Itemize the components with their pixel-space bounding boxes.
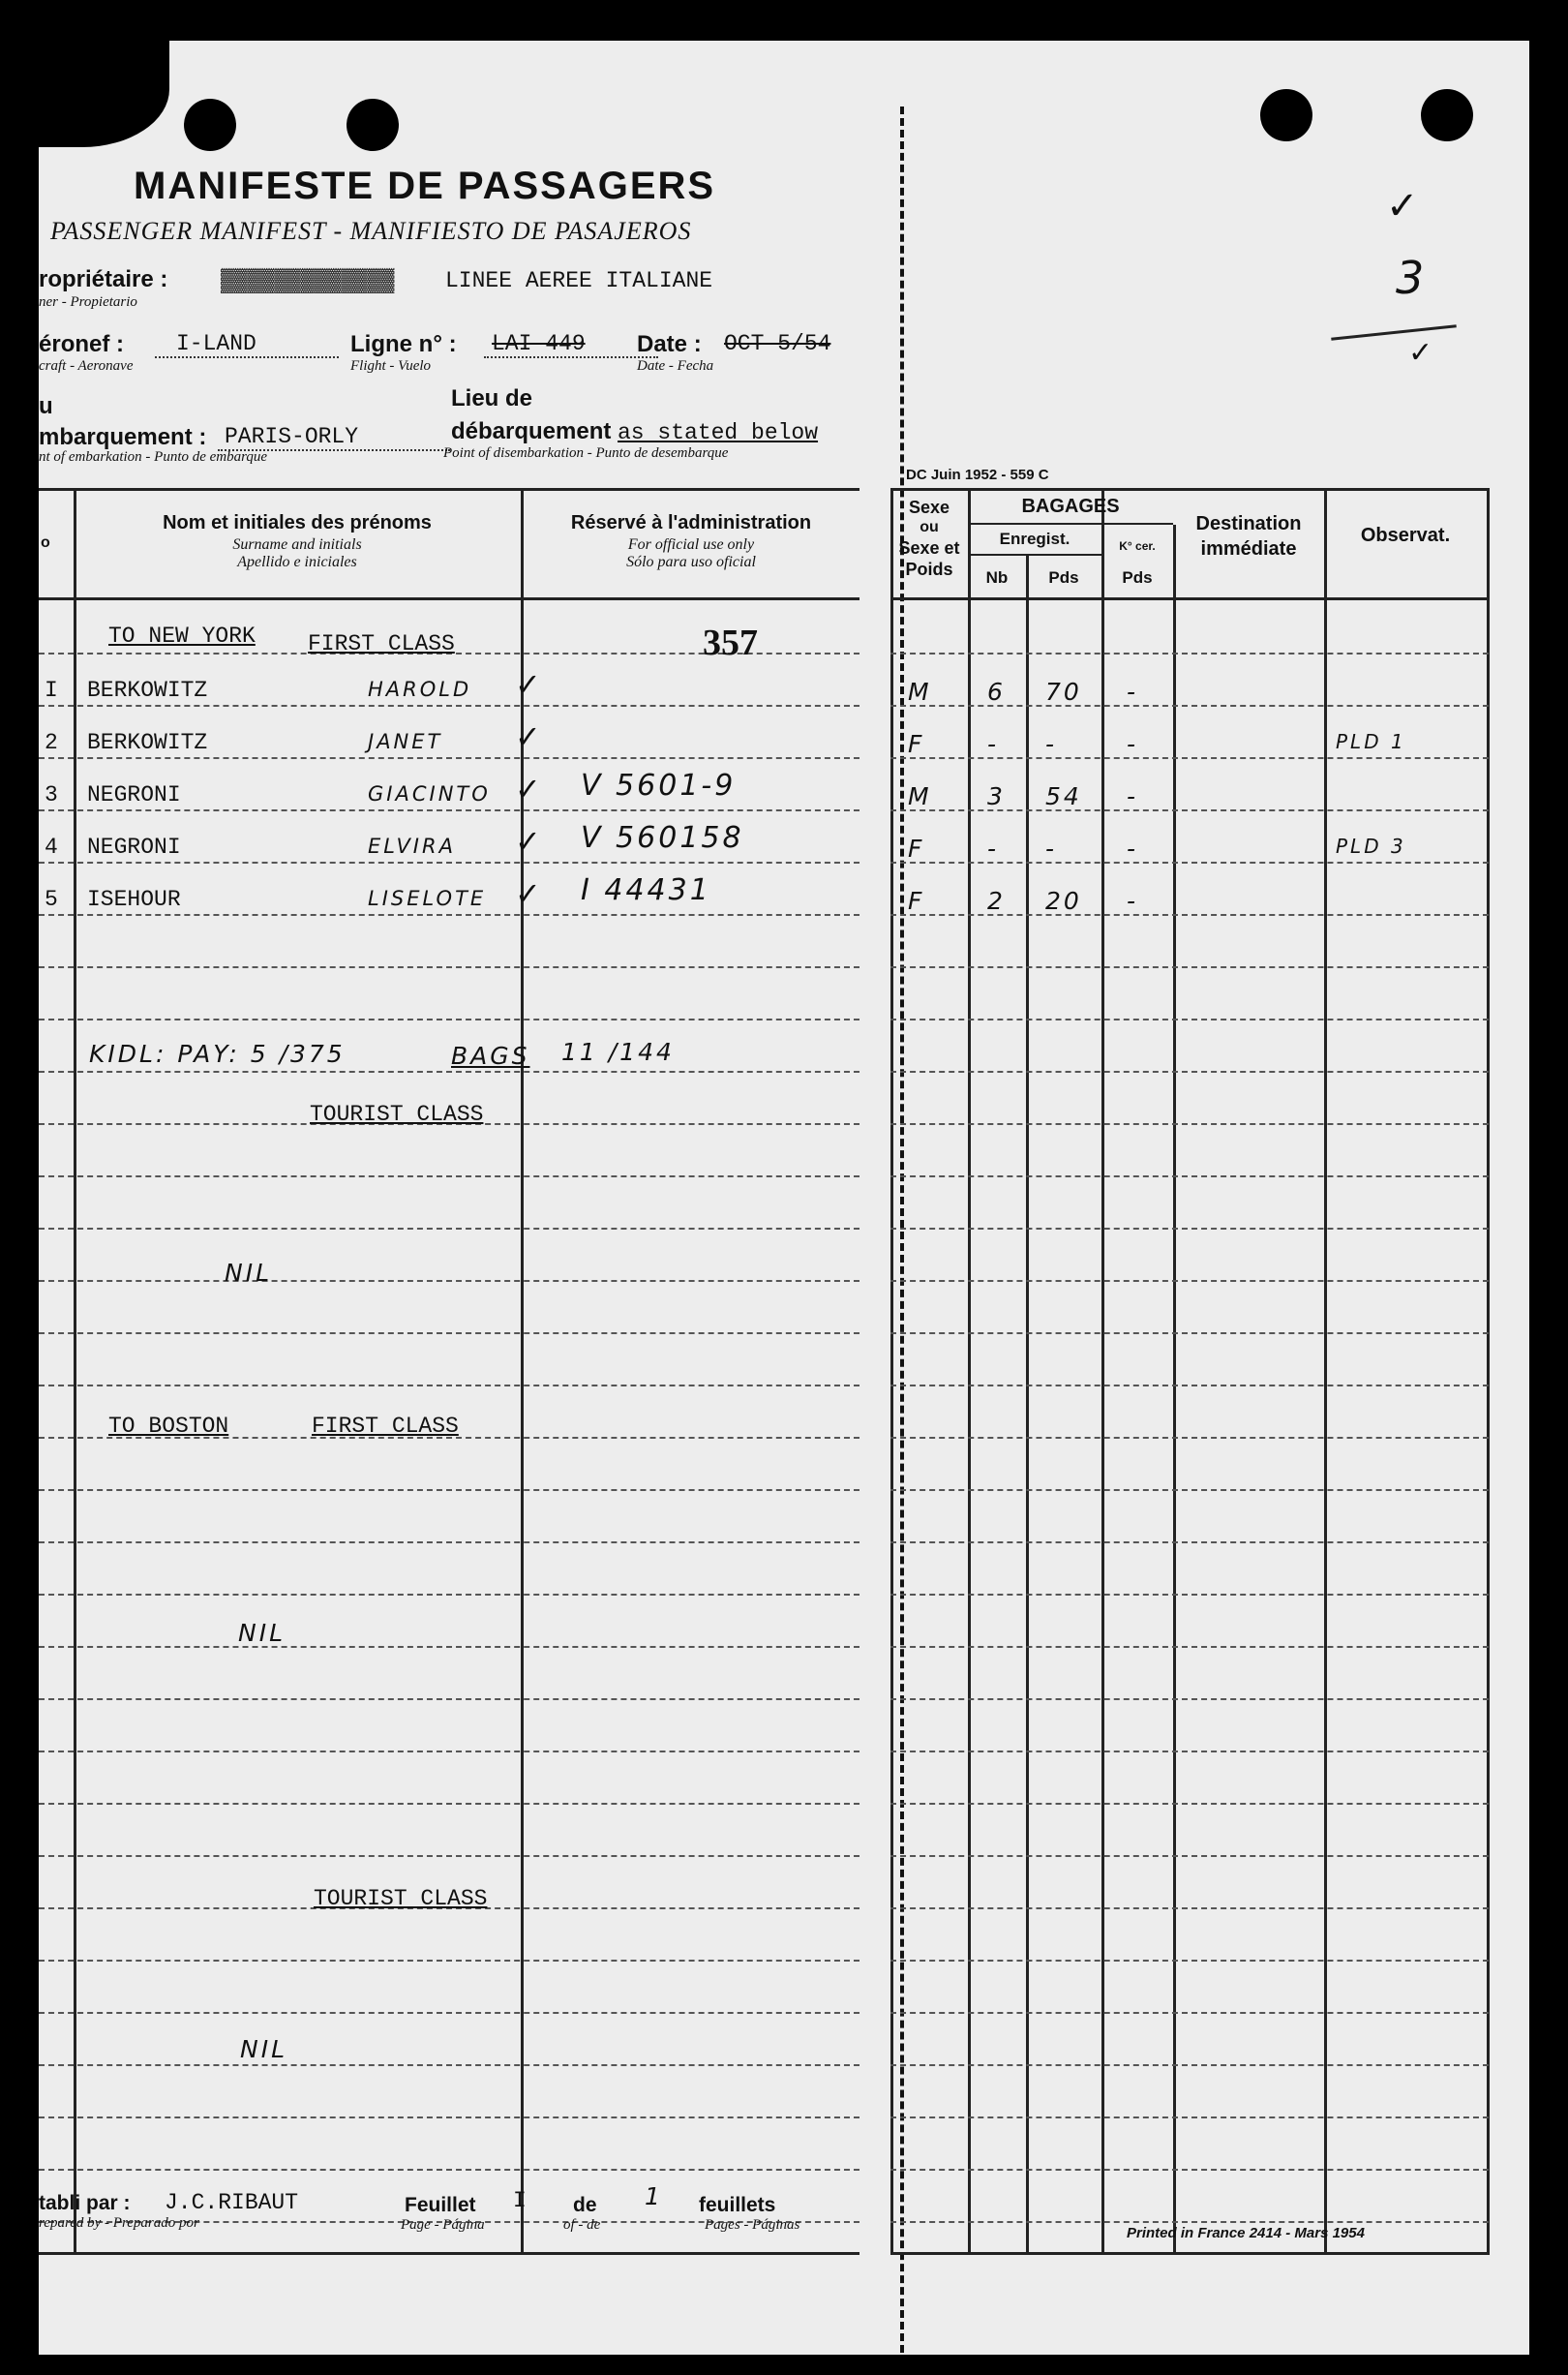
embark-value: PARIS-ORLY (225, 424, 359, 449)
embark-label-top: u (39, 393, 53, 419)
passenger-sex: M (908, 782, 932, 810)
passenger-number: 3 (45, 782, 58, 807)
col-sex-header-4: Poids (905, 560, 953, 579)
passenger-bag-weight: - (1045, 835, 1058, 863)
col-admin-header-es: Sólo para uso oficial (626, 554, 756, 570)
owner-value: LINEE AEREE ITALIANE (445, 268, 713, 293)
col-cab-pds-header: Pds (1122, 568, 1153, 587)
col-name-header: Nom et initiales des prénoms (163, 512, 432, 533)
passenger-sex: M (908, 678, 932, 706)
perforation-line (900, 107, 904, 2353)
punch-hole (1421, 89, 1473, 141)
section-4-nil: NIL (240, 2035, 288, 2063)
form-code: DC Juin 1952 - 559 C (906, 467, 1049, 483)
corner-underline (1331, 324, 1457, 341)
check-mark: ✓ (515, 875, 541, 912)
col-no-header: o (41, 534, 50, 551)
col-name-header-es: Apellido e iniciales (237, 554, 357, 570)
passenger-bag-weight: 20 (1045, 887, 1082, 915)
passenger-number: 4 (45, 835, 58, 860)
sheets-label: feuillets (699, 2194, 776, 2216)
col-sex-header-2: ou (920, 519, 939, 535)
passenger-first-name: GIACINTO (368, 782, 491, 806)
aircraft-value: I-LAND (176, 331, 256, 356)
owner-sub: ner - Propietario (39, 294, 137, 310)
disembark-label-top: Lieu de (451, 385, 533, 411)
col-sex-header-3: Sexe et (898, 538, 960, 558)
passenger-sex: F (908, 835, 925, 863)
passenger-admin-code: V 560158 (581, 821, 744, 855)
passenger-cabin-bag: - (1127, 835, 1139, 863)
passenger-bag-count: 3 (987, 782, 1006, 810)
owner-label: ropriétaire : (39, 266, 168, 292)
col-enregist-header: Enregist. (999, 530, 1070, 548)
passenger-surname: NEGRONI (87, 835, 181, 860)
passenger-admin-code: I 44431 (581, 873, 711, 907)
check-mark: ✓ (1386, 184, 1419, 228)
passenger-cabin-bag: - (1127, 678, 1139, 706)
section-1-destination: TO NEW YORK (108, 624, 256, 649)
section-2-nil: NIL (225, 1259, 273, 1287)
col-bagages-header: BAGAGES (1021, 496, 1120, 517)
aircraft-label: éronef : (39, 331, 125, 357)
date-sub: Date - Fecha (637, 358, 714, 374)
passenger-observation: PLD 1 (1336, 730, 1406, 753)
embark-label: mbarquement : (39, 424, 207, 450)
section-4-class: TOURIST CLASS (314, 1886, 488, 1911)
col-name-header-en: Surname and initials (232, 536, 362, 553)
section-2-class: TOURIST CLASS (310, 1102, 484, 1127)
punch-hole (1260, 89, 1312, 141)
flight-label: Ligne n° : (350, 331, 457, 357)
col-observ-header: Observat. (1360, 525, 1451, 546)
passenger-bag-count: 2 (987, 887, 1006, 915)
totals-pax: KIDL: PAY: 5 /375 (89, 1040, 346, 1068)
torn-corner (39, 41, 169, 147)
col-pds-header: Pds (1048, 568, 1079, 587)
flight-sub: Flight - Vuelo (350, 358, 432, 374)
owner-struck-text: ▓▓▓▓▓▓▓▓▓▓▓▓▓ (221, 268, 395, 293)
date-value: OCT 5/54 (724, 331, 831, 356)
passenger-number: 5 (45, 887, 58, 912)
page-subtitle: PASSENGER MANIFEST - MANIFIESTO DE PASAJEROS (50, 217, 692, 245)
of-sub: of - de (563, 2217, 601, 2233)
page-sub: Page - Página (401, 2217, 485, 2233)
disembark-sub: Point of disembarkation - Punto de desembarque (443, 445, 729, 461)
passenger-bag-count: 6 (987, 678, 1006, 706)
passenger-surname: NEGRONI (87, 782, 181, 807)
corner-number: 3 (1396, 252, 1425, 304)
manifest-sheet (39, 41, 1529, 2355)
page-title: MANIFESTE DE PASSAGERS (134, 165, 716, 207)
passenger-surname: BERKOWITZ (87, 730, 208, 755)
section-1-admin-number: 357 (703, 623, 758, 663)
punch-hole (347, 99, 399, 151)
section-3-nil: NIL (238, 1619, 286, 1647)
check-mark: ✓ (515, 718, 541, 755)
passenger-admin-code: V 5601-9 (581, 769, 737, 803)
of-value: 1 (645, 2182, 663, 2210)
passenger-first-name: JANET (368, 730, 443, 753)
totals-bags-label: BAGS (451, 1042, 530, 1070)
printed-note: Printed in France 2414 - Mars 1954 (1127, 2225, 1365, 2241)
prepared-sub: repared by - Preparado por (39, 2215, 199, 2231)
col-destination-header-2: immédiate (1200, 538, 1297, 560)
col-admin-header: Réservé à l'administration (570, 512, 812, 533)
check-mark: ✓ (1408, 336, 1433, 370)
passenger-cabin-bag: - (1127, 730, 1139, 758)
passenger-first-name: HAROLD (368, 678, 472, 701)
passenger-first-name: ELVIRA (368, 835, 456, 858)
disembark-value: as stated below (618, 420, 819, 445)
col-cab-header: K° cer. (1119, 539, 1156, 553)
sheets-sub: Pages - Páginas (705, 2217, 800, 2233)
totals-bags: 11 /144 (561, 1038, 675, 1066)
section-3-destination: TO BOSTON (108, 1414, 229, 1439)
passenger-bag-count: - (987, 730, 1000, 758)
passenger-bag-weight: - (1045, 730, 1058, 758)
date-label: Date : (637, 331, 702, 357)
check-mark: ✓ (515, 666, 541, 703)
passenger-surname: ISEHOUR (87, 887, 181, 912)
passenger-observation: PLD 3 (1336, 835, 1406, 858)
col-sex-header-1: Sexe (908, 498, 950, 517)
passenger-sex: F (908, 887, 925, 915)
disembark-label: débarquement (451, 418, 612, 444)
passenger-number: I (45, 678, 58, 703)
passenger-cabin-bag: - (1127, 887, 1139, 915)
aircraft-sub: craft - Aeronave (39, 358, 134, 374)
check-mark: ✓ (515, 771, 541, 807)
passenger-first-name: LISELOTE (368, 887, 487, 910)
passenger-cabin-bag: - (1127, 782, 1139, 810)
col-destination-header: Destination (1195, 513, 1302, 534)
col-nb-header: Nb (985, 568, 1009, 587)
passenger-bag-count: - (987, 835, 1000, 863)
passenger-sex: F (908, 730, 925, 758)
section-1-class: FIRST CLASS (308, 631, 455, 656)
page-value: I (513, 2188, 527, 2213)
of-label: de (573, 2194, 597, 2216)
col-admin-header-en: For official use only (627, 536, 755, 553)
passenger-surname: BERKOWITZ (87, 678, 208, 703)
section-3-class: FIRST CLASS (312, 1414, 459, 1439)
flight-value: LAI 449 (492, 331, 586, 356)
prepared-value: J.C.RIBAUT (165, 2190, 299, 2215)
passenger-bag-weight: 70 (1045, 678, 1082, 706)
embark-sub: nt of embarkation - Punto de embarque (39, 449, 268, 465)
page-label: Feuillet (405, 2194, 476, 2216)
passenger-bag-weight: 54 (1045, 782, 1082, 810)
prepared-label: tabli par : (39, 2192, 131, 2214)
passenger-number: 2 (45, 730, 58, 755)
punch-hole (184, 99, 236, 151)
check-mark: ✓ (515, 823, 541, 860)
